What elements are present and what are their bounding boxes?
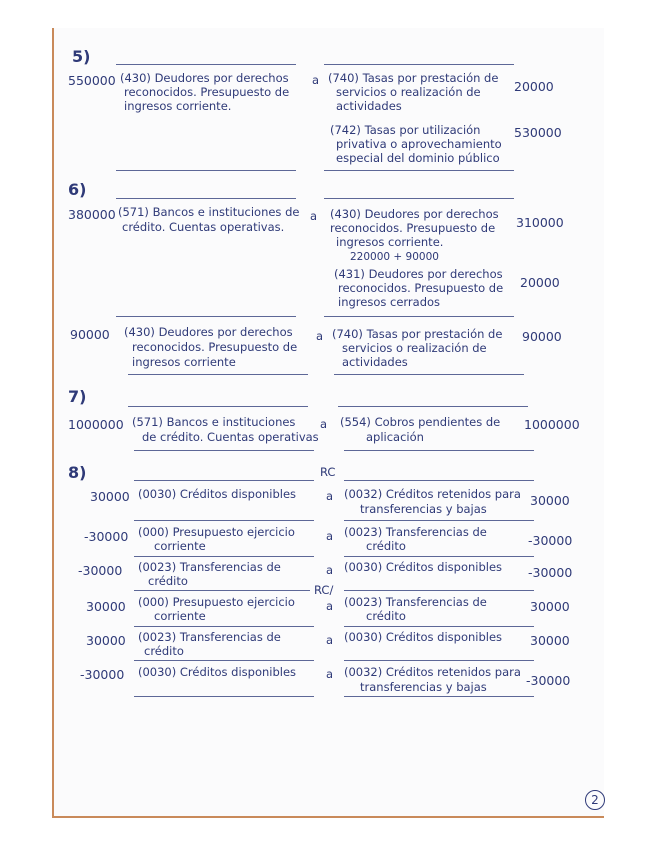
credit-line: (742) Tasas por utilización bbox=[330, 123, 481, 137]
debit-line: (430) Deudores por derechos bbox=[120, 71, 289, 85]
rule-line bbox=[344, 450, 534, 451]
credit-amount: -30000 bbox=[528, 565, 573, 580]
rule-line bbox=[134, 450, 314, 451]
connector: a bbox=[326, 633, 334, 647]
rule-line bbox=[116, 64, 296, 65]
debit-line: (571) Bancos e instituciones bbox=[132, 415, 296, 429]
credit-amount: 90000 bbox=[522, 329, 562, 344]
debit-amount: 90000 bbox=[70, 327, 110, 342]
rule-line bbox=[344, 556, 534, 557]
credit-line: crédito bbox=[366, 609, 406, 623]
credit-amount: 30000 bbox=[530, 599, 570, 614]
credit-line: ingresos corriente. bbox=[336, 235, 444, 249]
rule-line bbox=[128, 406, 308, 407]
debit-amount: 550000 bbox=[68, 73, 116, 88]
debit-line: ingresos corriente bbox=[132, 355, 236, 369]
debit-amount: 30000 bbox=[86, 599, 126, 614]
credit-amount: 30000 bbox=[530, 633, 570, 648]
credit-line: actividades bbox=[336, 99, 402, 113]
rule-line bbox=[338, 406, 528, 407]
debit-line: corriente bbox=[154, 539, 206, 553]
debit-line: crédito bbox=[148, 574, 188, 588]
rule-line bbox=[344, 696, 534, 697]
rule-line bbox=[324, 198, 514, 199]
debit-line: (0030) Créditos disponibles bbox=[138, 487, 297, 501]
rule-line bbox=[134, 590, 310, 591]
credit-amount: 20000 bbox=[520, 275, 560, 290]
rc-mark: RC bbox=[320, 465, 336, 479]
debit-amount: 30000 bbox=[90, 489, 130, 504]
debit-line: reconocidos. Presupuesto de bbox=[132, 340, 298, 354]
section-label: 5) bbox=[72, 47, 91, 66]
connector: a bbox=[320, 417, 328, 431]
rule-line bbox=[116, 198, 296, 199]
rule-line bbox=[116, 316, 296, 317]
rule-line bbox=[344, 480, 534, 481]
debit-line: ingresos corriente. bbox=[124, 99, 232, 113]
rule-line bbox=[134, 520, 314, 521]
credit-line: (431) Deudores por derechos bbox=[334, 267, 503, 281]
credit-amount: 1000000 bbox=[524, 417, 580, 432]
credit-line: actividades bbox=[342, 355, 408, 369]
connector: a bbox=[312, 73, 320, 87]
connector: a bbox=[316, 329, 324, 343]
credit-amount: -30000 bbox=[528, 533, 573, 548]
credit-line: aplicación bbox=[366, 430, 424, 444]
debit-amount: 380000 bbox=[68, 207, 116, 222]
credit-amount: -30000 bbox=[526, 673, 571, 688]
connector: a bbox=[326, 667, 334, 681]
rule-line bbox=[334, 374, 524, 375]
credit-line: (0023) Transferencias de bbox=[344, 595, 487, 609]
debit-amount: 30000 bbox=[86, 633, 126, 648]
rule-line bbox=[324, 316, 514, 317]
credit-line: (0032) Créditos retenidos para bbox=[344, 487, 521, 501]
credit-line: especial del dominio público bbox=[336, 151, 500, 165]
connector: a bbox=[326, 529, 334, 543]
debit-line: (571) Bancos e instituciones de bbox=[118, 205, 300, 219]
rule-line bbox=[344, 590, 534, 591]
rule-line bbox=[134, 696, 314, 697]
credit-line: servicios o realización de bbox=[336, 85, 481, 99]
credit-line: reconocidos. Presupuesto de bbox=[338, 281, 504, 295]
rule-line bbox=[344, 520, 534, 521]
rule-line bbox=[324, 64, 514, 65]
debit-line: corriente bbox=[154, 609, 206, 623]
credit-line: transferencias y bajas bbox=[360, 680, 487, 694]
debit-amount: -30000 bbox=[84, 529, 129, 544]
debit-line: de crédito. Cuentas operativas bbox=[142, 430, 319, 444]
rule-line bbox=[128, 374, 308, 375]
credit-amount: 20000 bbox=[514, 79, 554, 94]
connector: a bbox=[326, 599, 334, 613]
credit-line: privativa o aprovechamiento bbox=[336, 137, 502, 151]
credit-line: (0030) Créditos disponibles bbox=[344, 560, 503, 574]
credit-line: (0023) Transferencias de bbox=[344, 525, 487, 539]
section-label: 8) bbox=[68, 463, 87, 482]
debit-line: (000) Presupuesto ejercicio bbox=[138, 525, 295, 539]
rule-line bbox=[344, 660, 534, 661]
connector: a bbox=[326, 489, 334, 503]
credit-line: transferencias y bajas bbox=[360, 502, 487, 516]
section-label: 7) bbox=[68, 387, 87, 406]
rule-line bbox=[134, 660, 314, 661]
credit-line: (0030) Créditos disponibles bbox=[344, 630, 503, 644]
rule-line bbox=[324, 170, 514, 171]
rule-line bbox=[344, 626, 534, 627]
section-label: 6) bbox=[68, 180, 87, 199]
debit-line: (0023) Transferencias de bbox=[138, 560, 281, 574]
credit-line: (430) Deudores por derechos bbox=[330, 207, 499, 221]
credit-amount: 30000 bbox=[530, 493, 570, 508]
debit-line: (000) Presupuesto ejercicio bbox=[138, 595, 295, 609]
credit-line: (0032) Créditos retenidos para bbox=[344, 665, 521, 679]
credit-line: servicios o realización de bbox=[342, 341, 487, 355]
calc-note: 220000 + 90000 bbox=[350, 251, 439, 263]
credit-amount: 530000 bbox=[514, 125, 562, 140]
debit-line: (430) Deudores por derechos bbox=[124, 325, 293, 339]
page-number: 2 bbox=[585, 790, 605, 810]
debit-line: reconocidos. Presupuesto de bbox=[124, 85, 290, 99]
credit-line: reconocidos. Presupuesto de bbox=[330, 221, 496, 235]
debit-amount: -30000 bbox=[78, 563, 123, 578]
debit-amount: 1000000 bbox=[68, 417, 124, 432]
debit-line: (0030) Créditos disponibles bbox=[138, 665, 297, 679]
debit-amount: -30000 bbox=[80, 667, 125, 682]
credit-amount: 310000 bbox=[516, 215, 564, 230]
rule-line bbox=[134, 626, 314, 627]
rule-line bbox=[134, 480, 314, 481]
debit-line: (0023) Transferencias de bbox=[138, 630, 281, 644]
debit-line: crédito. Cuentas operativas. bbox=[122, 220, 285, 234]
credit-line: (740) Tasas por prestación de bbox=[328, 71, 499, 85]
notebook-page bbox=[52, 28, 604, 818]
credit-line: ingresos cerrados bbox=[338, 295, 441, 309]
connector: a bbox=[310, 209, 318, 223]
credit-line: (740) Tasas por prestación de bbox=[332, 327, 503, 341]
rule-line bbox=[116, 170, 296, 171]
credit-line: (554) Cobros pendientes de bbox=[340, 415, 501, 429]
credit-line: crédito bbox=[366, 539, 406, 553]
debit-line: crédito bbox=[144, 644, 184, 658]
connector: a bbox=[326, 563, 334, 577]
rule-line bbox=[134, 556, 314, 557]
rc-mark: RC/ bbox=[314, 583, 334, 597]
